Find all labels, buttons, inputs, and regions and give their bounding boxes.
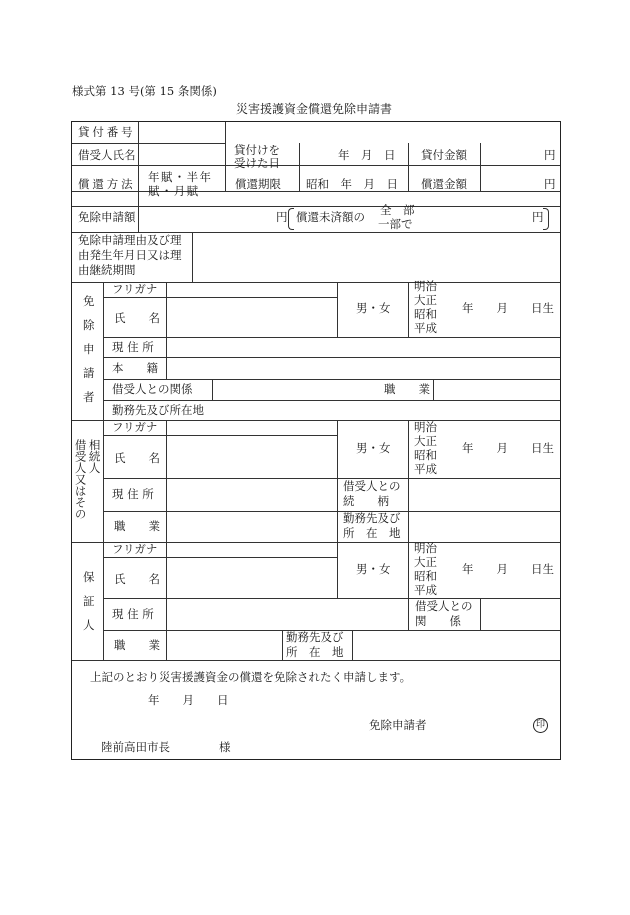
repay-options-2: 賦・月賦 — [148, 184, 200, 198]
guarantor-workplace-label-2: 所 在 地 — [286, 645, 344, 659]
heir-era-1: 明治 — [414, 420, 437, 434]
guarantor-era-4: 平成 — [414, 583, 437, 597]
borrower-name-label: 借受人氏名 — [78, 148, 136, 162]
guarantor-workplace-label-1: 勤務先及び — [286, 630, 344, 644]
addressee-label: 陸前高田市長 — [101, 740, 170, 754]
guarantor-label-3: 人 — [83, 618, 95, 632]
seal-mark: 印 — [533, 718, 548, 733]
applicant-relation-label: 借受人との関係 — [112, 382, 193, 396]
repaid-amount-yen: 円 — [544, 177, 556, 191]
reason-label-1: 免除申請理由及び理 — [78, 233, 182, 247]
all-option: 全 部 — [380, 203, 415, 217]
repay-period-value: 昭和 年 月 日 — [306, 177, 398, 191]
applicant-sex: 男・女 — [356, 301, 391, 315]
heir-address-label: 現 住 所 — [112, 487, 154, 501]
guarantor-era-3: 昭和 — [414, 569, 437, 583]
applicant-workplace-label: 勤務先及び所在地 — [112, 403, 204, 417]
heir-relation-label-2: 続 柄 — [343, 494, 389, 508]
reason-label-2: 由発生年月日又は理 — [78, 248, 182, 262]
part-option: 一部で — [378, 217, 413, 231]
heir-label-col1: 相続人 — [87, 439, 102, 474]
form-title: 災害援護資金償還免除申請書 — [236, 102, 393, 116]
applicant-label-3: 申 — [83, 342, 95, 356]
loan-date-label-2: 受けた日 — [234, 156, 280, 170]
addressee-honorific: 様 — [219, 740, 231, 754]
statement-text: 上記のとおり災害援護資金の償還を免除されたく申請します。 — [90, 670, 412, 684]
guarantor-address-label: 現 住 所 — [112, 607, 154, 621]
guarantor-relation-label-1: 借受人との — [415, 599, 473, 613]
applicant-address-label: 現 住 所 — [112, 340, 154, 354]
applicant-label-2: 除 — [83, 318, 95, 332]
heir-birth: 年 月 日生 — [462, 441, 554, 455]
guarantor-label-2: 証 — [83, 594, 95, 608]
applicant-era-4: 平成 — [414, 321, 437, 335]
exemption-amount-label: 免除申請額 — [78, 210, 136, 224]
unpaid-bracket-left — [288, 208, 294, 230]
applicant-birth: 年 月 日生 — [462, 301, 554, 315]
heir-occupation-label: 職 業 — [114, 519, 160, 533]
applicant-name-label: 氏 名 — [114, 311, 160, 325]
heir-sex: 男・女 — [356, 441, 391, 455]
unpaid-yen: 円 — [532, 210, 544, 224]
unpaid-bracket-right — [543, 208, 549, 230]
guarantor-label-1: 保 — [83, 570, 95, 584]
applicant-era-1: 明治 — [414, 279, 437, 293]
guarantor-era-1: 明治 — [414, 541, 437, 555]
applicant-furigana-label: フリガナ — [112, 282, 158, 296]
heir-relation-label-1: 借受人との — [343, 479, 401, 493]
guarantor-sex: 男・女 — [356, 562, 391, 576]
applicant-era-3: 昭和 — [414, 307, 437, 321]
repay-period-label: 償還期限 — [235, 177, 281, 191]
repay-options-1: 年賦・半年 — [148, 170, 213, 184]
loan-date-label-1: 貸付けを — [234, 143, 280, 157]
reason-label-3: 由継続期間 — [78, 263, 136, 277]
heir-label-col2: 借受人又はその — [73, 439, 88, 520]
applicant-label-1: 免 — [83, 294, 95, 308]
guarantor-occupation-label: 職 業 — [114, 638, 160, 652]
heir-era-4: 平成 — [414, 462, 437, 476]
exemption-amount-yen: 円 — [276, 210, 288, 224]
form-number: 様式第 13 号(第 15 条関係) — [72, 84, 217, 98]
loan-amount-label: 貸付金額 — [421, 148, 467, 162]
statement-date: 年 月 日 — [148, 693, 229, 707]
heir-era-3: 昭和 — [414, 448, 437, 462]
applicant-domicile-label: 本 籍 — [112, 361, 158, 375]
applicant-era-2: 大正 — [414, 293, 437, 307]
unpaid-label: 償還未済額の — [296, 210, 365, 224]
applicant-occupation-label: 職 業 — [384, 382, 430, 396]
guarantor-relation-label-2: 関 係 — [415, 614, 461, 628]
heir-furigana-label: フリガナ — [112, 420, 158, 434]
signer-label: 免除申請者 — [369, 718, 427, 732]
guarantor-era-2: 大正 — [414, 555, 437, 569]
guarantor-furigana-label: フリガナ — [112, 542, 158, 556]
loan-amount-yen: 円 — [544, 148, 556, 162]
heir-era-2: 大正 — [414, 434, 437, 448]
repay-method-label: 償還方法 — [78, 177, 136, 191]
guarantor-birth: 年 月 日生 — [462, 562, 554, 576]
applicant-label-4: 請 — [83, 366, 95, 380]
loan-number-label: 貸付番号 — [78, 125, 136, 139]
repaid-amount-label: 償還金額 — [421, 177, 467, 191]
application-form-table — [71, 121, 561, 760]
heir-name-label: 氏 名 — [114, 451, 160, 465]
heir-workplace-label-2: 所 在 地 — [343, 526, 401, 540]
heir-workplace-label-1: 勤務先及び — [343, 511, 401, 525]
applicant-label-5: 者 — [83, 390, 95, 404]
loan-date-value: 年 月 日 — [338, 148, 396, 162]
guarantor-name-label: 氏 名 — [114, 572, 160, 586]
